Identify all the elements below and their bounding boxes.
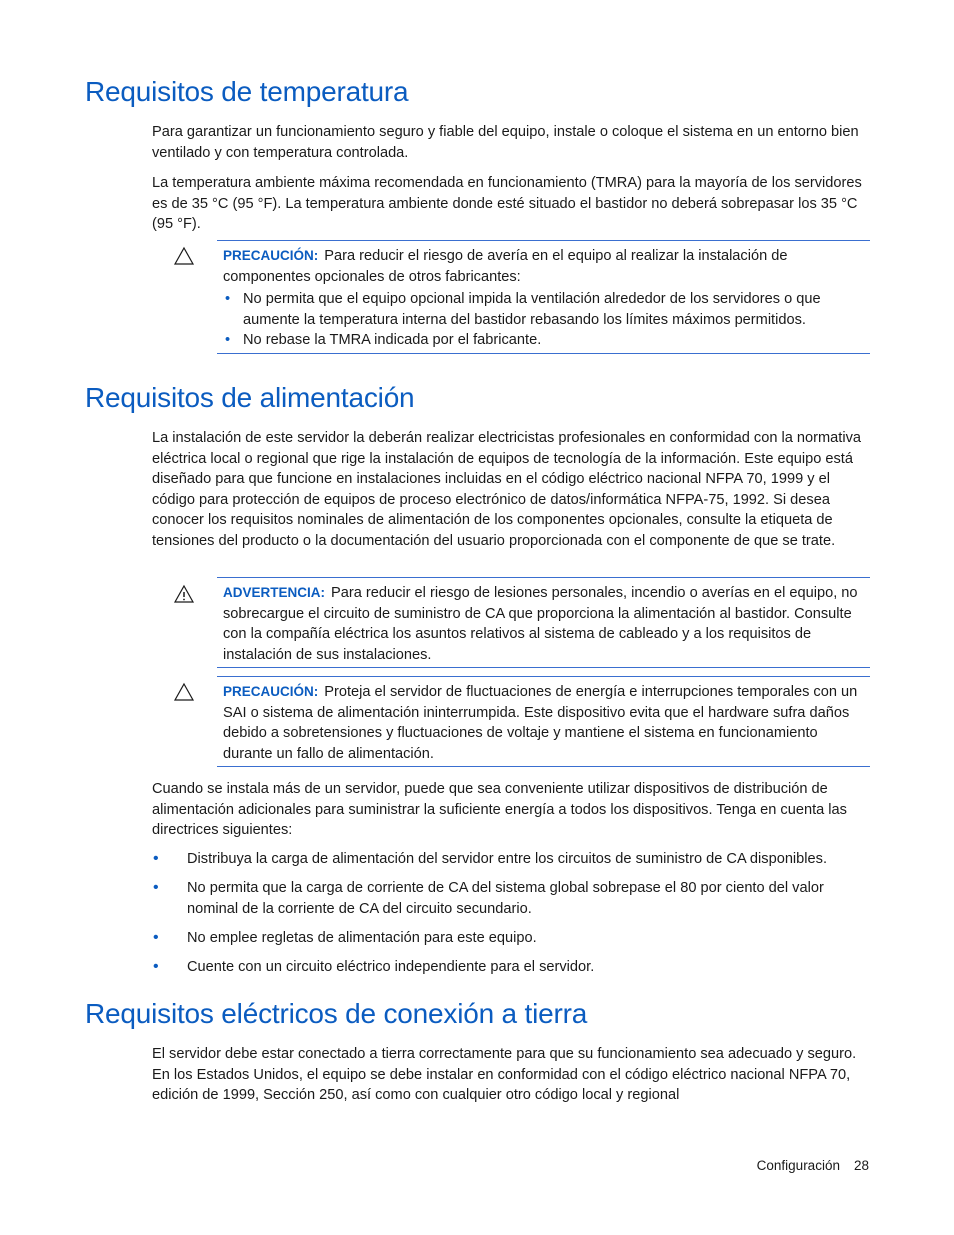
power-guidelines-list <box>152 849 872 979</box>
paragraph: Cuando se instala más de un servidor, puede que sea conveniente utilizar dispositivos de distribución de alimentación adicionales para suministrar la suficiente energía a todos los dispositivos. Tenga en cuenta las directrices siguientes: <box>152 781 847 839</box>
warning-icon <box>173 584 195 604</box>
paragraph: Para garantizar un funcionamiento seguro y fiable del equipo, instale o coloque el sistema en un entorno bien ventilado y con temperatura controlada. <box>152 124 859 161</box>
page-footer <box>757 1158 869 1173</box>
warning-note <box>217 577 870 668</box>
caution-list <box>223 289 870 351</box>
caution-label: PRECAUCIÓN: <box>223 684 319 699</box>
caution-label: PRECAUCIÓN: <box>223 248 319 263</box>
paragraph: La temperatura ambiente máxima recomendada en funcionamiento (TMRA) para la mayoría de los servidores es de 35 °C (95 °F). La temperatura ambiente donde esté situado el bastidor no deberá sobrepasar los 35 °C (95 °F). <box>152 175 862 233</box>
warning-label: ADVERTENCIA: <box>223 585 326 600</box>
caution-text: Proteja el servidor de fluctuaciones de energía e interrupciones temporales con un SAI o sistema de alimentación ininterrumpida. Este dispositivo evita que el hardware sufra daños debido a sobretensiones y fluctuaciones de voltaje y mantiene el sistema en funcionamiento durante un fallo de alimentación. <box>223 684 858 762</box>
list-item: • No permita que la carga de corriente de CA del sistema global sobrepase el 80 por ciento del valor nominal de la corriente de CA del circuito secundario. <box>187 878 872 919</box>
paragraph: El servidor debe estar conectado a tierra correctamente para que su funcionamiento sea adecuado y seguro. En los Estados Unidos, el equipo se debe instalar en conformidad con el código eléctrico nacional NFPA 70, edición de 1999, Sección 250, así como con cualquier otro código local y regional <box>152 1046 857 1104</box>
page-number: 28 <box>853 1158 869 1173</box>
list-item: • No permita que el equipo opcional impida la ventilación alrededor de los servidores o que aumente la temperatura interna del bastidor rebasando los límites máximos permitidos. <box>243 289 870 330</box>
caution-note <box>217 676 870 767</box>
list-item: • No emplee regletas de alimentación para este equipo. <box>187 928 872 949</box>
caution-text: Para reducir el riesgo de avería en el equipo al realizar la instalación de componentes opcionales de otros fabricantes: <box>223 248 788 285</box>
list-item: • Cuente con un circuito eléctrico independiente para el servidor. <box>187 957 872 978</box>
caution-icon <box>173 246 195 266</box>
list-item: • No rebase la TMRA indicada por el fabricante. <box>243 330 870 351</box>
warning-text: Para reducir el riesgo de lesiones personales, incendio o averías en el equipo, no sobrecargue el circuito de suministro de CA que proporciona la alimentación al bastidor. Consulte con la compañía eléctrica los asuntos relativos al sistema de cableado y a los requisitos de instalación de sus instalaciones. <box>223 585 858 663</box>
paragraph: La instalación de este servidor la deberán realizar electricistas profesionales en conformidad con la normativa eléctrica local o regional que rige la instalación de equipos de tecnología de la información. Este equipo está diseñado para que funcione en instalaciones incluidas en el código eléctrico nacional NFPA 70, 1999 y el código para protección de equipos de proceso electrónico de datos/informática NFPA-75, 1992. Si desea conocer los requisitos nominales de alimentación de los componentes opcionales, consulte la etiqueta de tensiones del producto o la documentación del usuario proporcionada con el componente de que se trate. <box>152 430 861 549</box>
section-title-tierra: Requisitos eléctricos de conexión a tierra <box>85 998 588 1029</box>
section-title-alimentacion: Requisitos de alimentación <box>85 382 415 413</box>
section-title-temperatura: Requisitos de temperatura <box>85 76 409 107</box>
caution-icon <box>173 682 195 702</box>
footer-section: Configuración <box>756 1158 840 1173</box>
list-item: • Distribuya la carga de alimentación del servidor entre los circuitos de suministro de CA disponibles. <box>187 849 872 870</box>
caution-note <box>217 240 870 354</box>
